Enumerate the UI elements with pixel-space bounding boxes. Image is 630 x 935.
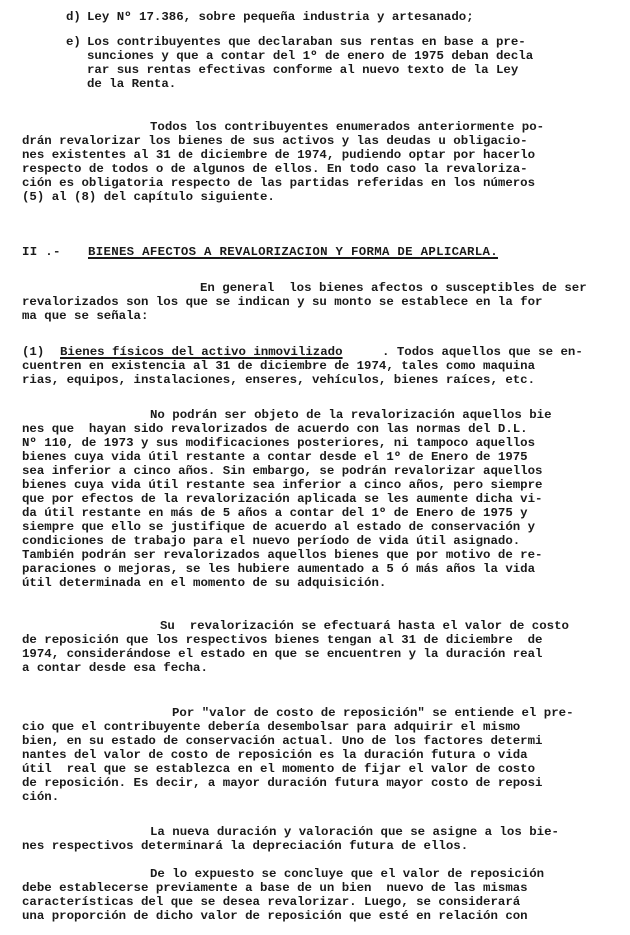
paragraph-line: nes que hayan sido revalorizados de acuerdo con las normas del D.L. [22,422,528,436]
paragraph-line: bienes cuya vida útil restante sea inferior a cinco años, pero siempre [22,478,543,492]
paragraph-line: drán revalorizar los bienes de sus activos y las deudas u obligacio- [22,134,528,148]
paragraph-line: No podrán ser objeto de la revalorización aquellos bie [150,408,552,422]
paragraph-line: Por "valor de costo de reposición" se entiende el pre- [172,706,574,720]
item-title: Bienes físicos del activo inmovilizado [60,345,343,359]
paragraph-line: respecto de todos o de algunos de ellos. En todo caso la revaloriza- [22,162,528,176]
list-label: e) [66,35,81,49]
paragraph-line: siempre que ello se justifique de acuerdo al estado de conservación y [22,520,536,534]
paragraph-line: bienes cuya vida útil restante a contar desde el 1º de Enero de 1975 [22,450,528,464]
paragraph-line: Nº 110, de 1973 y sus modificaciones posteriores, ni tampoco aquellos [22,436,536,450]
paragraph-line: nantes del valor de costo de reposición es la duración futura o vida [22,748,528,762]
paragraph-line: de reposición que los respectivos bienes tengan al 31 de diciembre de [22,633,543,647]
paragraph-line: que por efectos de la revalorización aplicada se les aumente dicha vi- [22,492,543,506]
paragraph-line: da útil restante en más de 5 años a contar del 1º de Enero de 1975 y [22,506,528,520]
paragraph-line: útil real que se establezca en el momento de fijar el valor de costo [22,762,536,776]
paragraph-line: a contar desde esa fecha. [22,661,208,675]
list-text-line: Ley Nº 17.386, sobre pequeña industria y artesanado; [87,10,474,24]
paragraph-line: nes respectivos determinará la depreciación futura de ellos. [22,839,469,853]
paragraph-line: ma que se señala: [22,309,149,323]
paragraph-line: cio que el contribuyente debería desembolsar para adquirir el mismo [22,720,521,734]
paragraph-line: La nueva duración y valoración que se asigne a los bie- [150,825,559,839]
section-number: II .- [22,245,61,259]
paragraph-line: Su revalorización se efectuará hasta el valor de costo [160,619,569,633]
paragraph-line: bien, en su estado de conservación actual. Uno de los factores determi [22,734,543,748]
item-text-line: cuentren en existencia al 31 de diciembre de 1974, tales como maquina [22,359,536,373]
paragraph-line: ción es obligatoria respecto de las partidas referidas en los números [22,176,536,190]
list-text-line: Los contribuyentes que declaraban sus rentas en base a pre- [87,35,526,49]
list-text-line: de la Renta. [87,77,177,91]
paragraph-line: paraciones o mejoras, se les hubiere aumentado a 5 ó más años la vida [22,562,536,576]
paragraph-line: Todos los contribuyentes enumerados anteriormente po- [150,120,545,134]
list-text-line: rar sus rentas efectivas conforme al nuevo texto de la Ley [87,63,519,77]
paragraph-line: ción. [22,790,60,804]
item-text-line: rias, equipos, instalaciones, enseres, vehículos, bienes raíces, etc. [22,373,536,387]
paragraph-line: una proporción de dicho valor de reposición que esté en relación con [22,909,528,923]
item-label: (1) [22,345,45,359]
item-text-line: . Todos aquellos que se en- [382,345,583,359]
paragraph-line: debe establecerse previamente a base de un bien nuevo de las mismas [22,881,528,895]
paragraph-line: condiciones de trabajo para el nuevo período de vida útil asignado. [22,534,521,548]
paragraph-line: características del que se desea revalorizar. Luego, se considerará [22,895,521,909]
paragraph-line: revalorizados son los que se indican y su monto se establece en la for [22,295,543,309]
paragraph-line: También podrán ser revalorizados aquellos bienes que por motivo de re- [22,548,543,562]
paragraph-line: sea inferior a cinco años. Sin embargo, se podrán revalorizar aquellos [22,464,543,478]
paragraph-line: (5) al (8) del capítulo siguiente. [22,190,275,204]
paragraph-line: nes existentes al 31 de diciembre de 1974, pudiendo optar por hacerlo [22,148,536,162]
section-title: BIENES AFECTOS A REVALORIZACION Y FORMA DE APLICARLA. [88,245,498,259]
paragraph-line: útil determinada en el momento de su adquisición. [22,576,387,590]
paragraph-line: En general los bienes afectos o susceptibles de ser [200,281,587,295]
list-text-line: sunciones y que a contar del 1º de enero de 1975 deban decla [87,49,534,63]
paragraph-line: 1974, considerándose el estado en que se encuentren y la duración real [22,647,543,661]
paragraph-line: De lo expuesto se concluye que el valor de reposición [150,867,545,881]
list-label: d) [66,10,81,24]
paragraph-line: de reposición. Es decir, a mayor duración futura mayor costo de reposi [22,776,543,790]
